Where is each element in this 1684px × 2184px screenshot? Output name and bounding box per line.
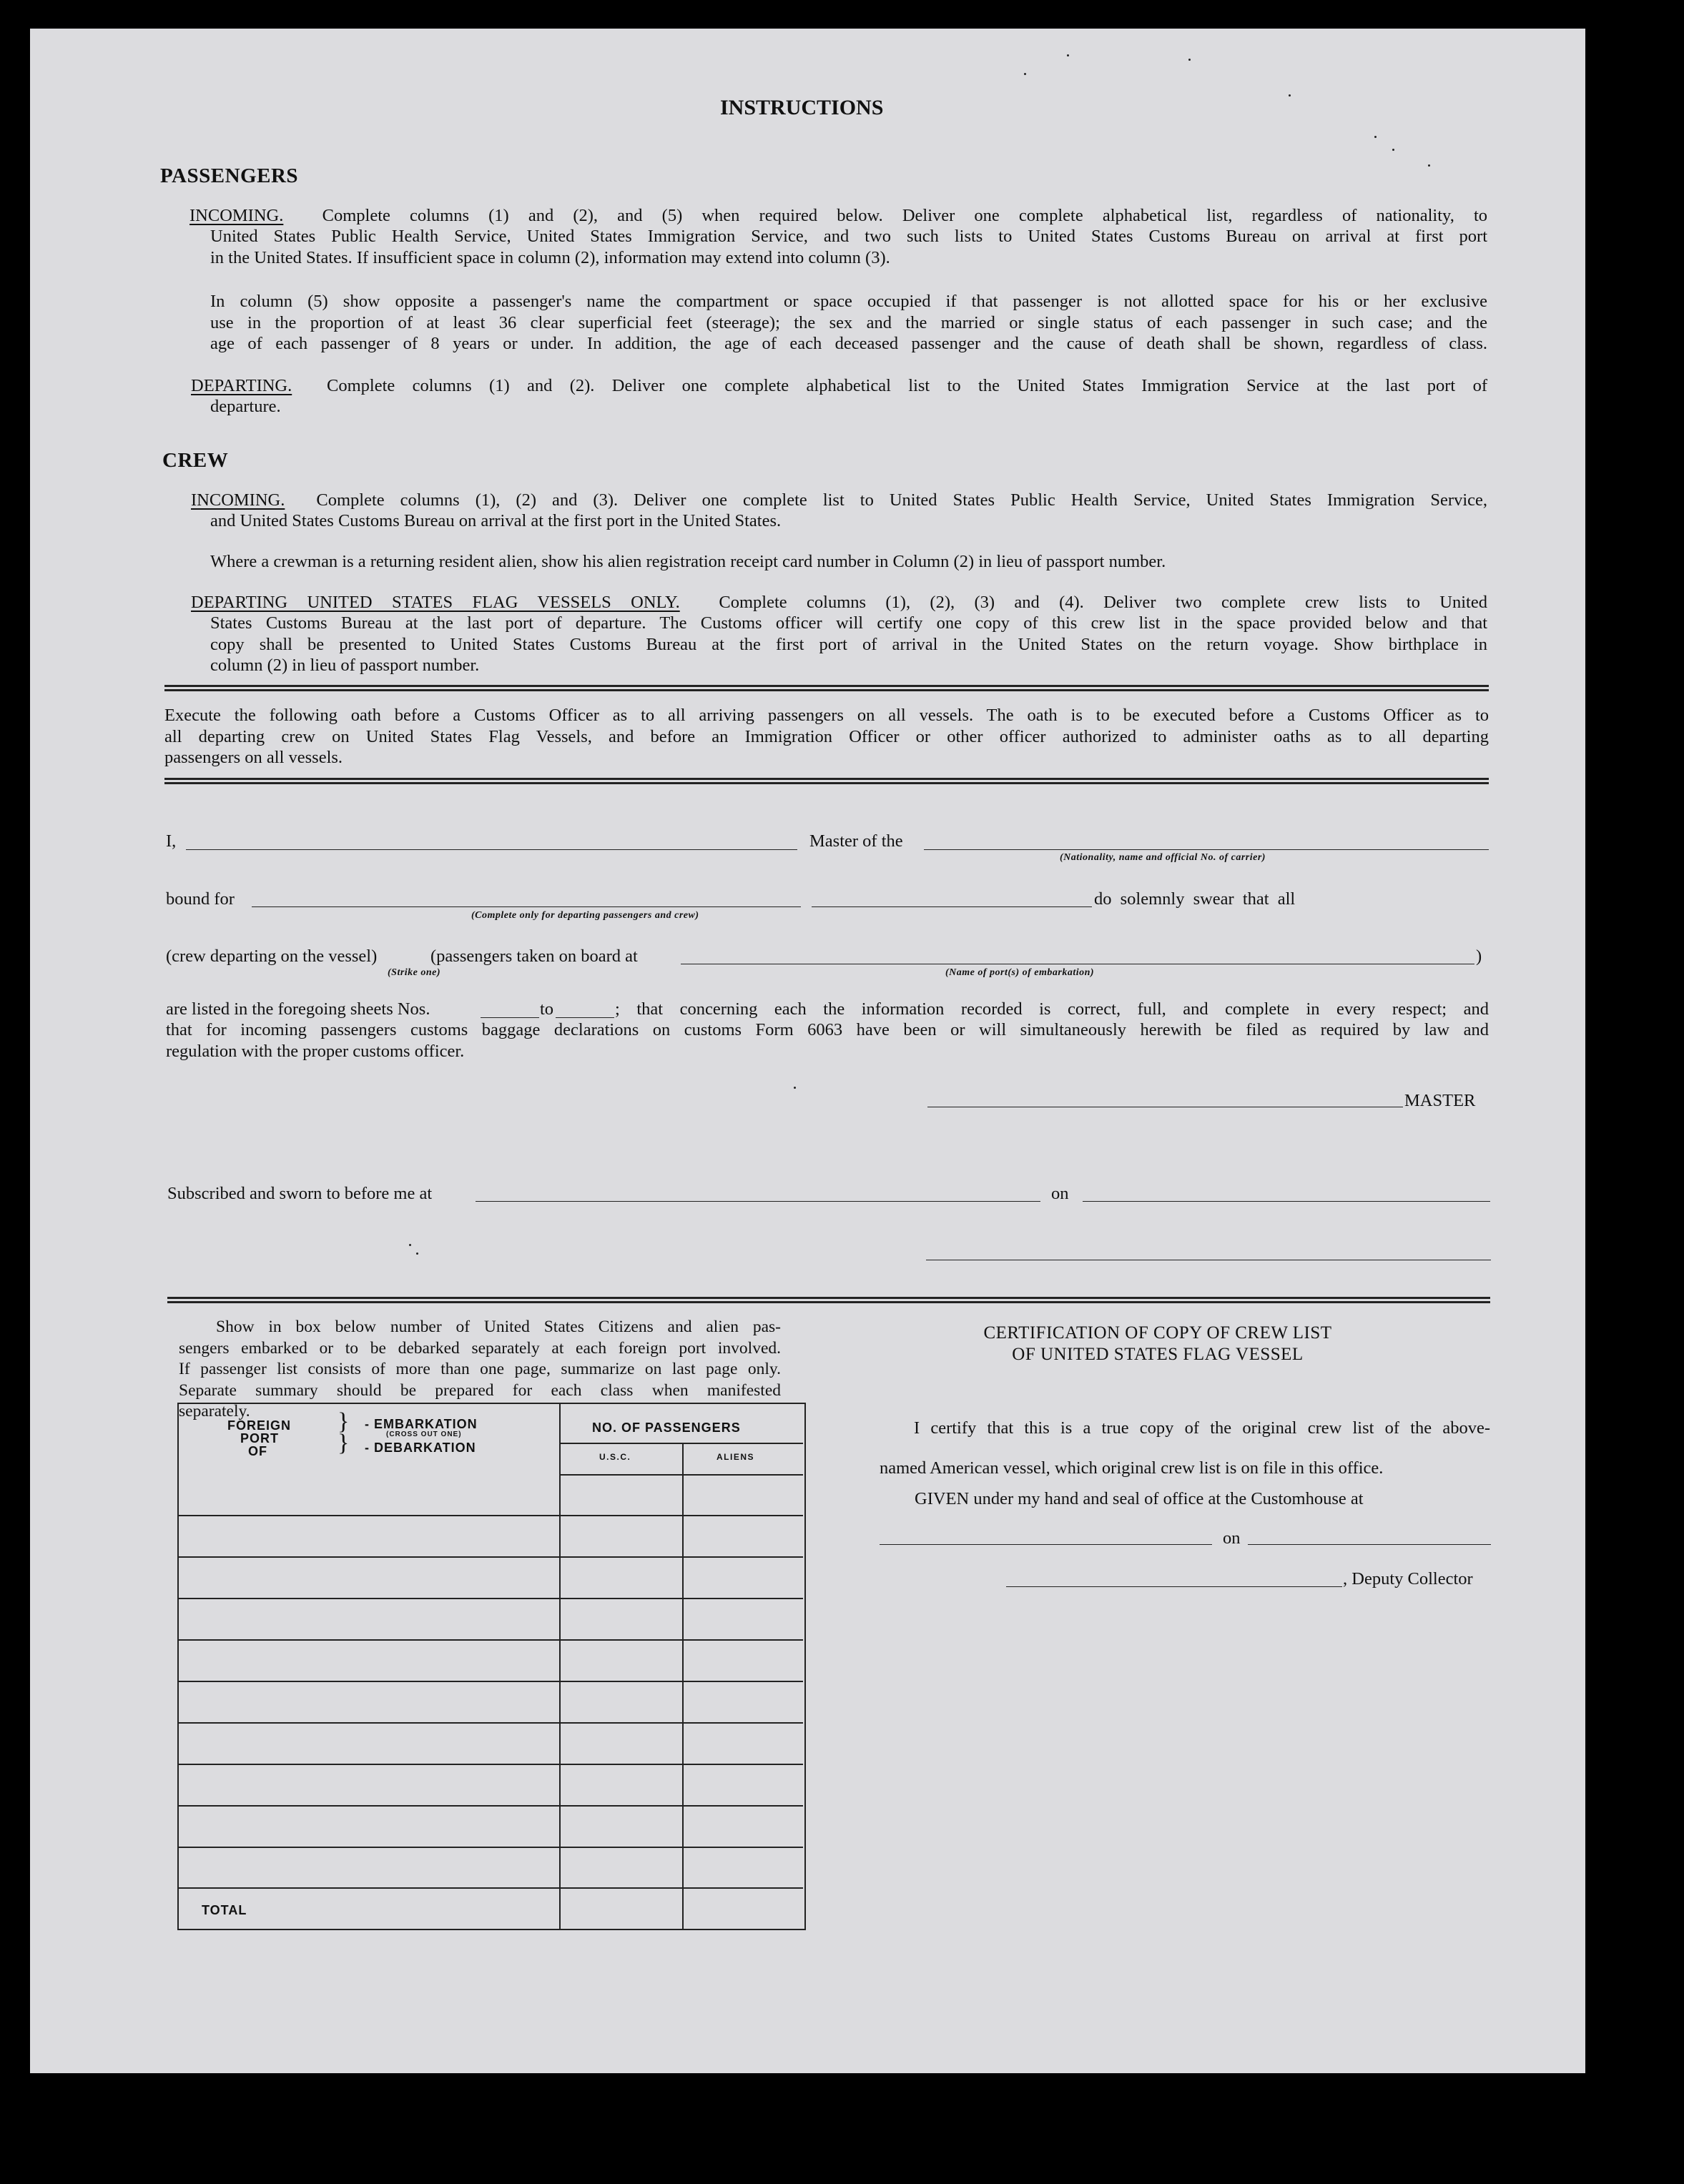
column5-line: In column (5) show opposite a passenger's name the compartment or space occupied if that passenger is not allotted space for his or her exclusive (210, 292, 1487, 311)
bound-for-label: bound for (166, 889, 235, 909)
passengers-incoming-line: United States Public Health Service, United States Immigration Service, and two such lists to United States Customs Bureau on arrival at first port (210, 227, 1487, 246)
crew-departing-paragraph (191, 592, 1487, 613)
scan-speck (1392, 149, 1394, 151)
bound-for-field-2[interactable] (812, 906, 1092, 907)
summary-instruction-line: separately. (179, 1402, 250, 1420)
crew-departing-label: DEPARTING UNITED STATES FLAG VESSELS ONLY. (191, 593, 680, 612)
passengers-incoming-line: Complete columns (1) and (2), and (5) when required below. Deliver one complete alphabetical list, regardless of nationality, to (322, 206, 1488, 225)
table-row[interactable] (179, 1515, 803, 1516)
passengers-heading: PASSENGERS (160, 164, 299, 187)
table-row[interactable] (179, 1681, 803, 1682)
customhouse-field[interactable] (880, 1544, 1212, 1545)
summary-instruction-line: sengers embarked or to be debarked separately at each foreign port involved. (179, 1338, 781, 1358)
solemnly-swear-label: do solemnly swear that all (1094, 889, 1296, 909)
passengers-incoming-label: INCOMING. (189, 206, 284, 225)
oath-statement-line: ; that concerning each the information recorded is correct, full, and complete in every respect; and (615, 999, 1489, 1019)
port-caption: (Name of port(s) of embarkation) (945, 967, 1095, 978)
table-row[interactable] (179, 1847, 803, 1848)
form-sheet (30, 29, 1585, 2073)
passengers-departing-label: DEPARTING. (191, 376, 292, 395)
crew-incoming-label: INCOMING. (191, 490, 285, 510)
brace-icon: } (338, 1408, 350, 1435)
carrier-field[interactable] (924, 849, 1489, 850)
certify-line: I certify that this is a true copy of the original crew list of the above- (914, 1418, 1490, 1438)
passengers-departing-line: Complete columns (1) and (2). Deliver one complete alphabetical list to the United States Immigration Service at the last port of (327, 376, 1488, 395)
strike-one-caption: (Strike one) (388, 967, 441, 978)
deputy-signature-field[interactable] (1006, 1586, 1342, 1587)
master-label: MASTER (1404, 1091, 1476, 1110)
passengers-departing-cont: departure. (210, 397, 281, 416)
port-label: PORT (240, 1431, 280, 1446)
scan-speck (1188, 59, 1191, 61)
crew-heading: CREW (162, 449, 229, 472)
table-row[interactable] (560, 1474, 803, 1476)
scan-speck (794, 1087, 796, 1089)
scan-speck (1374, 136, 1377, 138)
embarkation-label[interactable]: - EMBARKATION (365, 1417, 478, 1431)
scan-speck (1428, 164, 1430, 167)
usc-label: U.S.C. (599, 1452, 631, 1462)
header-divider (560, 1443, 803, 1444)
crew-departing-cont (210, 613, 1487, 676)
oath-instruction-line: all departing crew on United States Flag Vessels, and before an Immigration Officer or other officer authorized to administer oaths as to all departing (164, 726, 1489, 746)
crew-departing-line: Complete columns (1), (2), (3) and (4). Deliver two complete crew lists to United (719, 593, 1487, 612)
to-label: to (540, 999, 554, 1019)
table-row[interactable] (179, 1805, 803, 1807)
total-label: TOTAL (202, 1903, 247, 1917)
passengers-incoming-line: in the United States. If insufficient space in column (2), information may extend into column (3). (210, 247, 890, 267)
sheet-from-field[interactable] (481, 1017, 539, 1018)
table-row[interactable] (179, 1639, 803, 1641)
crew-incoming-line: Complete columns (1), (2) and (3). Deliver one complete list to United States Public Health Service, United States Immigration Service, (316, 490, 1488, 510)
section-divider (164, 778, 1489, 784)
table-row[interactable] (179, 1598, 803, 1599)
master-of-the-label: Master of the (809, 831, 903, 851)
oath-statement-line: regulation with the proper customs officer. (166, 1041, 465, 1061)
given-under-hand: GIVEN under my hand and seal of office at the Customhouse at (915, 1489, 1364, 1508)
table-row[interactable] (179, 1556, 803, 1558)
column5-line: age of each passenger of 8 years or under. In addition, the age of each deceased passenger and the cause of death shall be shown, regardless of class. (210, 334, 1487, 353)
summary-instruction-line: If passenger list consists of more than one page, summarize on last page only. (179, 1360, 781, 1378)
passengers-departing-paragraph (191, 375, 1487, 397)
deputy-collector-label: , Deputy Collector (1343, 1569, 1473, 1588)
nationality-caption: (Nationality, name and official No. of carrier) (1060, 852, 1266, 863)
column-divider (559, 1403, 561, 1929)
crew-departing-line: copy shall be presented to United States Customs Bureau at the first port of arrival in the United States on the return voyage. Show birthplace in (210, 634, 1487, 654)
oath-statement-cont (166, 1019, 1489, 1062)
oath-instruction-line: passengers on all vessels. (164, 748, 343, 767)
crew-departing-option[interactable]: (crew departing on the vessel) (166, 947, 378, 966)
summary-instruction-line: Separate summary should be prepared for each class when manifested (179, 1380, 781, 1400)
close-paren: ) (1476, 947, 1482, 966)
table-row[interactable] (179, 1722, 803, 1724)
cross-out-caption: (CROSS OUT ONE) (386, 1431, 462, 1438)
column5-line: use in the proportion of at least 36 clear superficial feet (steerage); the sex and the married or single status of each passenger in such case; and the (210, 312, 1487, 332)
scan-speck (1067, 54, 1069, 56)
passenger-summary-box (177, 1403, 806, 1930)
complete-only-caption: (Complete only for departing passengers and crew) (471, 910, 699, 921)
of-label: OF (248, 1444, 267, 1458)
debarkation-label[interactable]: - DEBARKATION (365, 1441, 476, 1455)
crew-departing-line: States Customs Bureau at the last port of departure. The Customs officer will certify one copy of this crew list in the space provided below and that (210, 613, 1487, 633)
sworn-place-field[interactable] (476, 1201, 1040, 1202)
certification-on-label: on (1223, 1528, 1241, 1548)
table-row[interactable] (179, 1887, 803, 1889)
scan-speck (1024, 73, 1026, 75)
certification-title-line1: CERTIFICATION OF COPY OF CREW LIST (983, 1323, 1332, 1343)
page-title: INSTRUCTIONS (720, 96, 884, 119)
master-name-field[interactable] (186, 849, 797, 850)
crew-incoming-cont: and United States Customs Bureau on arrival at the first port in the United States. (210, 511, 782, 530)
certification-title-line2: OF UNITED STATES FLAG VESSEL (1012, 1345, 1304, 1364)
oath-instruction-paragraph (164, 705, 1489, 769)
scan-speck (409, 1244, 411, 1246)
passengers-column5-paragraph (210, 291, 1487, 355)
section-divider (167, 1297, 1490, 1303)
table-row[interactable] (179, 1764, 803, 1765)
oath-i-label: I, (166, 831, 177, 851)
certify-paragraph (880, 1408, 1490, 1488)
sworn-on-label: on (1051, 1184, 1069, 1203)
foreign-label: FOREIGN (227, 1418, 292, 1433)
sworn-date-field[interactable] (1083, 1201, 1490, 1202)
certification-date-field[interactable] (1248, 1544, 1491, 1545)
certify-line: named American vessel, which original crew list is on file in this office. (880, 1458, 1384, 1478)
crew-incoming-paragraph (191, 490, 1487, 511)
scan-speck (1289, 94, 1291, 97)
oath-statement-line: that for incoming passengers customs baggage declarations on customs Form 6063 have been or will simultaneously herewith be filed as required by law and (166, 1020, 1489, 1039)
crew-resident-alien-note: Where a crewman is a returning resident alien, show his alien registration receipt card number in Column (2) in lieu of passport number. (210, 552, 1166, 571)
bound-for-field[interactable] (252, 906, 801, 907)
sheet-to-field[interactable] (556, 1017, 614, 1018)
subscribed-sworn-label: Subscribed and sworn to before me at (167, 1184, 433, 1203)
passengers-taken-option[interactable]: (passengers taken on board at (430, 947, 638, 966)
sheets-listed-label: are listed in the foregoing sheets Nos. (166, 999, 430, 1019)
aliens-label: ALIENS (717, 1452, 755, 1462)
oath-statement (615, 999, 1489, 1020)
no-of-passengers-label: NO. OF PASSENGERS (592, 1420, 741, 1435)
passengers-incoming-paragraph (189, 205, 1487, 227)
brace-icon: } (338, 1430, 350, 1456)
oath-instruction-line: Execute the following oath before a Customs Officer as to all arriving passengers on all vessels. The oath is to be executed before a Customs Officer as to (164, 706, 1489, 725)
scan-speck (416, 1252, 418, 1255)
passengers-incoming-cont (210, 226, 1487, 268)
crew-departing-line: column (2) in lieu of passport number. (210, 656, 480, 675)
section-divider (164, 685, 1489, 691)
summary-instruction-line: Show in box below number of United States Citizens and alien pas- (216, 1318, 781, 1336)
